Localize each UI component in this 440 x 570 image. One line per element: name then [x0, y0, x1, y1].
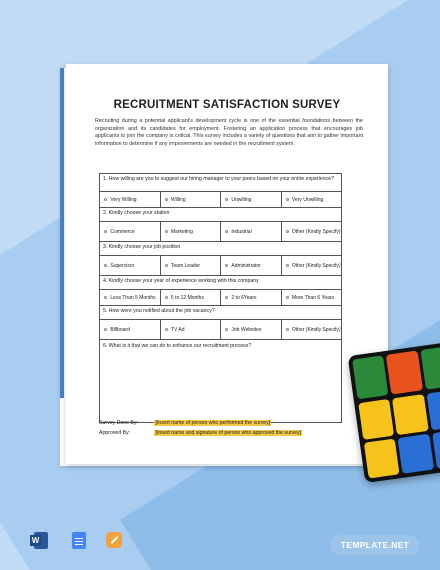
- option[interactable]: Very Willing: [100, 192, 161, 207]
- question-5-options: [100, 320, 341, 340]
- option[interactable]: Commerce: [100, 222, 161, 241]
- radio-icon[interactable]: [286, 328, 289, 331]
- cube-tile: [420, 346, 440, 390]
- rubiks-cube-image: [348, 341, 440, 483]
- pages-icon[interactable]: [106, 532, 122, 548]
- radio-icon[interactable]: [104, 264, 107, 267]
- question-3-options: [100, 256, 341, 276]
- option[interactable]: Supervisor: [100, 256, 161, 275]
- cube-tile: [364, 438, 400, 479]
- cube-tile: [426, 389, 440, 430]
- option[interactable]: Other (Kindly Specify): [282, 256, 342, 275]
- docs-line: [75, 541, 83, 542]
- question-1: 1. How willing are you to suggest our hiring manager to your peers based on your entire experience?: [100, 174, 341, 192]
- radio-icon[interactable]: [165, 328, 168, 331]
- approved-by-row: [99, 430, 302, 436]
- document-title: RECRUITMENT SATISFACTION SURVEY: [113, 99, 341, 111]
- option[interactable]: 2 to 6Years: [221, 290, 282, 305]
- survey-document: [66, 64, 388, 464]
- option[interactable]: TV Ad: [161, 320, 222, 339]
- option[interactable]: 5 to 12 Months: [161, 290, 222, 305]
- radio-icon[interactable]: [225, 198, 228, 201]
- radio-icon[interactable]: [165, 264, 168, 267]
- option[interactable]: Willing: [161, 192, 222, 207]
- radio-icon[interactable]: [104, 230, 107, 233]
- radio-icon[interactable]: [225, 328, 228, 331]
- approved-by-field[interactable]: [Insert name and signature of person who approved the survey]: [155, 430, 302, 436]
- cube-tile: [398, 433, 434, 474]
- radio-icon[interactable]: [104, 296, 107, 299]
- option[interactable]: Very Unwilling: [282, 192, 342, 207]
- question-3: 3. Kindly choose your job position: [100, 242, 341, 256]
- pen-icon: [111, 536, 119, 544]
- word-letter-icon: W: [31, 536, 40, 545]
- radio-icon[interactable]: [104, 328, 107, 331]
- document-intro: Recruiting during a potential applicant's development cycle is one of the essential foundations between the organization and its candidates for employment. Fostering an application process that encourages job applicants to join the company is critical. This survey includes a variety of questions that aim to gather important information to determine if any improvements are needed in the recruitment system.: [95, 118, 363, 148]
- radio-icon[interactable]: [165, 198, 168, 201]
- option[interactable]: Team Leader: [161, 256, 222, 275]
- option[interactable]: More Than 6 Years: [282, 290, 342, 305]
- option[interactable]: Unwilling: [221, 192, 282, 207]
- docs-line: [75, 538, 83, 539]
- survey-done-by-field[interactable]: [Insert name of person who performed the survey]: [155, 420, 271, 426]
- template-net-logo[interactable]: TEMPLATE.NET: [330, 535, 420, 555]
- option[interactable]: Other (Kindly Specify): [282, 320, 342, 339]
- question-1-options: [100, 192, 341, 208]
- option[interactable]: Job Websites: [221, 320, 282, 339]
- cube-tile: [358, 399, 394, 440]
- question-2: 2. Kindly choose your station: [100, 208, 341, 222]
- option[interactable]: Other (Kindly Specify): [282, 222, 342, 241]
- radio-icon[interactable]: [286, 230, 289, 233]
- question-2-options: [100, 222, 341, 242]
- option[interactable]: Less Than 5 Months: [100, 290, 161, 305]
- question-5: 5. How were you notified about the job vacancy?: [100, 306, 341, 320]
- radio-icon[interactable]: [104, 198, 107, 201]
- survey-done-by-label: Survey Done By:: [99, 420, 138, 426]
- radio-icon[interactable]: [225, 230, 228, 233]
- approved-by-label: Approved By:: [99, 430, 131, 436]
- radio-icon[interactable]: [286, 296, 289, 299]
- option[interactable]: Administrator: [221, 256, 282, 275]
- question-4-options: [100, 290, 341, 306]
- radio-icon[interactable]: [165, 296, 168, 299]
- cube-tile: [352, 355, 389, 399]
- word-icon[interactable]: [31, 532, 48, 549]
- radio-icon[interactable]: [225, 296, 228, 299]
- radio-icon[interactable]: [165, 230, 168, 233]
- cube-tile: [386, 351, 423, 395]
- option[interactable]: Industrial: [221, 222, 282, 241]
- cube-top-face: [352, 346, 440, 400]
- survey-done-by-row: [99, 420, 271, 426]
- option[interactable]: Marketing: [161, 222, 222, 241]
- question-6: 6. What is it that we can do to enhance our recruitment process?: [103, 343, 252, 349]
- radio-icon[interactable]: [286, 198, 289, 201]
- radio-icon[interactable]: [286, 264, 289, 267]
- cube-tile: [392, 394, 428, 435]
- radio-icon[interactable]: [225, 264, 228, 267]
- paper-accent-strip: [60, 68, 64, 398]
- cube-front-face: [358, 389, 440, 478]
- option[interactable]: Billboard: [100, 320, 161, 339]
- docs-line: [75, 544, 83, 545]
- google-docs-icon[interactable]: [72, 532, 86, 549]
- question-4: 4. Kindly choose your year of experience working with this company: [100, 276, 341, 290]
- survey-form: [99, 173, 342, 423]
